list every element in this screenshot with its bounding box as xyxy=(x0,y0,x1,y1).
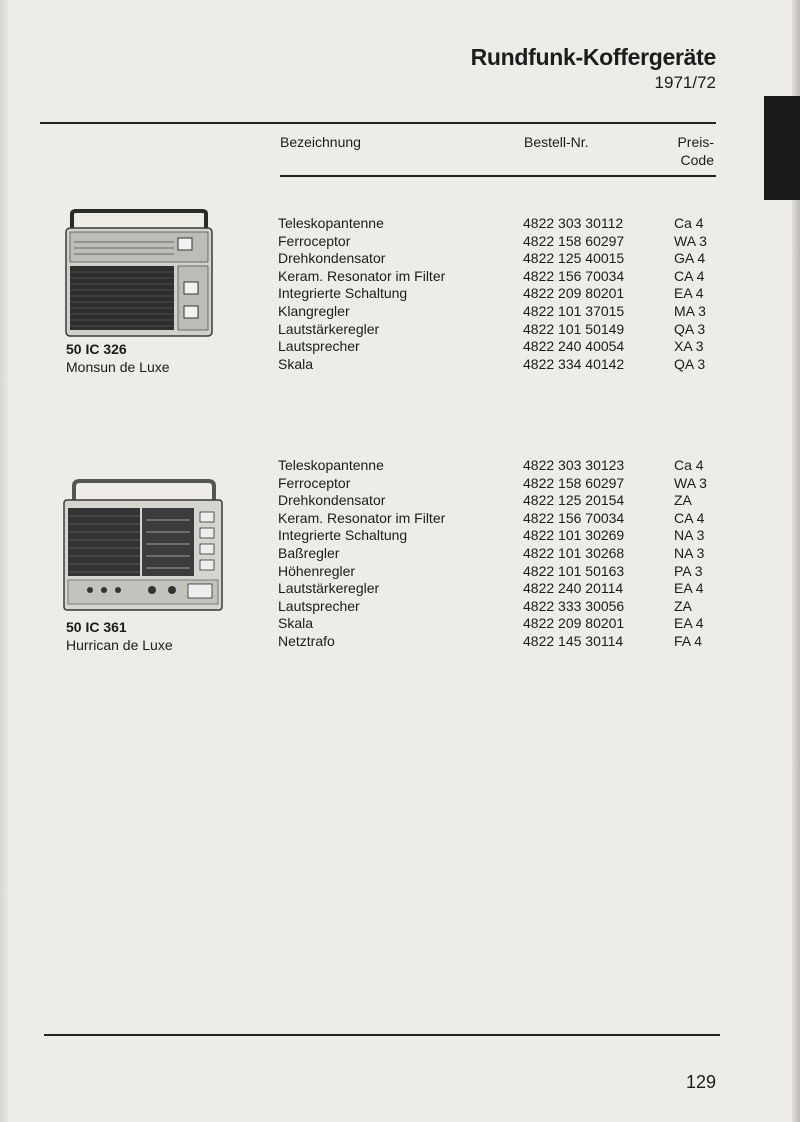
column-header-price-code xyxy=(640,133,714,169)
price-code: XA 3 xyxy=(674,338,704,355)
part-name: Lautstärkeregler xyxy=(278,580,380,597)
model-number xyxy=(66,340,170,358)
column-header-name: Bezeichnung xyxy=(280,134,361,150)
table-row xyxy=(278,303,718,321)
part-name: Lautsprecher xyxy=(278,338,360,355)
order-number: 4822 303 30112 xyxy=(523,215,624,231)
table-row xyxy=(278,268,718,286)
order-number: 4822 101 30269 xyxy=(523,527,625,544)
header-rule xyxy=(280,175,716,177)
model-number xyxy=(66,618,173,636)
price-code: Ca 4 xyxy=(674,457,704,473)
price-code: CA 4 xyxy=(674,509,705,526)
price-code: QA 3 xyxy=(674,355,706,372)
order-number: 4822 125 20154 xyxy=(523,492,625,509)
page-binding-edge xyxy=(0,0,10,1122)
price-code: NA 3 xyxy=(674,544,705,561)
part-name: Skala xyxy=(278,355,314,372)
column-header-price-code-line2: Code xyxy=(680,152,714,168)
price-code: WA 3 xyxy=(674,232,707,249)
order-number: 4822 334 40142 xyxy=(523,355,625,372)
table-row xyxy=(278,250,718,268)
order-number: 4822 101 50163 xyxy=(523,562,625,579)
part-name: Klangregler xyxy=(278,302,350,319)
model-prefix: 50 xyxy=(66,619,82,635)
price-code: EA 4 xyxy=(674,580,704,597)
price-code: ZA xyxy=(674,492,692,509)
table-row xyxy=(278,338,718,356)
model-prefix: 50 xyxy=(66,341,82,357)
part-name: Netztrafo xyxy=(278,632,335,649)
price-code: FA 4 xyxy=(674,632,703,649)
part-name: Höhenregler xyxy=(278,562,356,579)
order-number: 4822 125 40015 xyxy=(523,250,625,267)
part-name: Skala xyxy=(278,615,314,632)
page-year: 1971/72 xyxy=(654,73,716,92)
order-number: 4822 156 70034 xyxy=(523,267,625,284)
order-number: 4822 303 30123 xyxy=(523,457,625,473)
price-code: EA 4 xyxy=(674,285,704,302)
part-name: Integrierte Schaltung xyxy=(278,285,408,302)
model-label-hurrican xyxy=(66,618,173,654)
order-number: 4822 101 30268 xyxy=(523,544,625,561)
bottom-rule xyxy=(44,1034,720,1036)
order-number: 4822 101 50149 xyxy=(523,320,625,337)
order-number: 4822 209 80201 xyxy=(523,615,625,632)
order-number: 4822 156 70034 xyxy=(523,509,625,526)
page-number: 129 xyxy=(686,1072,717,1092)
table-row xyxy=(278,633,718,651)
table-row xyxy=(278,233,718,251)
parts-table-hurrican xyxy=(278,457,718,651)
price-code: EA 4 xyxy=(674,615,704,632)
table-row xyxy=(278,321,718,339)
radio-hurrican-illustration xyxy=(62,476,226,616)
model-code: IC 326 xyxy=(85,341,127,357)
top-rule xyxy=(40,122,716,124)
table-row xyxy=(278,510,718,528)
model-name: Monsun de Luxe xyxy=(66,359,170,375)
table-row xyxy=(278,285,718,303)
price-code: MA 3 xyxy=(674,302,706,319)
part-name: Integrierte Schaltung xyxy=(278,527,408,544)
model-name: Hurrican de Luxe xyxy=(66,637,173,653)
part-name: Lautsprecher xyxy=(278,597,360,614)
table-row xyxy=(278,356,718,374)
page-title: Rundfunk-Koffergeräte xyxy=(470,44,716,70)
radio-monsun-illustration xyxy=(64,208,214,338)
column-header-order-number: Bestell-Nr. xyxy=(524,134,589,150)
model-label-monsun xyxy=(66,340,170,376)
table-row xyxy=(278,215,718,233)
table-row xyxy=(278,615,718,633)
price-code: ZA xyxy=(674,597,692,614)
order-number: 4822 333 30056 xyxy=(523,597,625,614)
part-name: Teleskopantenne xyxy=(278,215,384,231)
part-name: Lautstärkeregler xyxy=(278,320,380,337)
order-number: 4822 158 60297 xyxy=(523,232,625,249)
price-code: NA 3 xyxy=(674,527,705,544)
table-row xyxy=(278,563,718,581)
part-name: Teleskopantenne xyxy=(278,457,384,473)
part-name: Baßregler xyxy=(278,544,340,561)
column-header-price-code-line1: Preis- xyxy=(677,134,714,150)
order-number: 4822 101 37015 xyxy=(523,302,625,319)
table-row xyxy=(278,545,718,563)
order-number: 4822 240 40054 xyxy=(523,338,625,355)
order-number: 4822 145 30114 xyxy=(523,632,624,649)
table-row xyxy=(278,492,718,510)
table-row xyxy=(278,527,718,545)
parts-table-monsun xyxy=(278,215,718,373)
table-row xyxy=(278,457,718,475)
table-row xyxy=(278,598,718,616)
price-code: QA 3 xyxy=(674,320,706,337)
section-tab-marker xyxy=(764,96,800,200)
price-code: CA 4 xyxy=(674,267,705,284)
order-number: 4822 158 60297 xyxy=(523,474,625,491)
price-code: GA 4 xyxy=(674,250,706,267)
part-name: Drehkondensator xyxy=(278,492,386,509)
part-name: Keram. Resonator im Filter xyxy=(278,267,446,284)
order-number: 4822 240 20114 xyxy=(523,580,624,597)
part-name: Keram. Resonator im Filter xyxy=(278,509,446,526)
part-name: Ferroceptor xyxy=(278,474,351,491)
price-code: PA 3 xyxy=(674,562,703,579)
part-name: Ferroceptor xyxy=(278,232,351,249)
order-number: 4822 209 80201 xyxy=(523,285,625,302)
table-row xyxy=(278,580,718,598)
table-row xyxy=(278,475,718,493)
price-code: WA 3 xyxy=(674,474,707,491)
part-name: Drehkondensator xyxy=(278,250,386,267)
model-code: IC 361 xyxy=(85,619,127,635)
price-code: Ca 4 xyxy=(674,215,704,231)
